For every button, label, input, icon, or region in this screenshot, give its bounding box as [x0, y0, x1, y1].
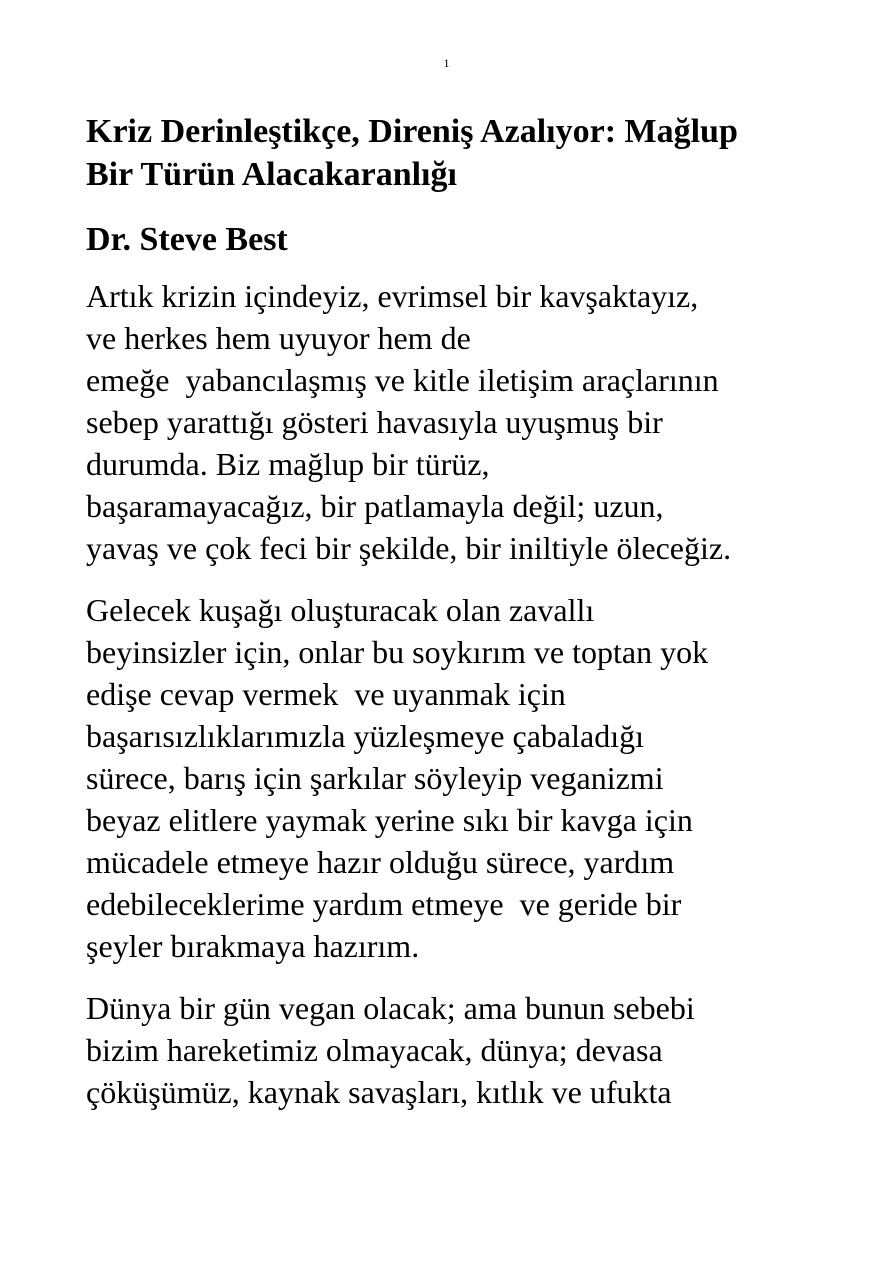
text-line: çöküşümüz, kaynak savaşları, kıtlık ve ufukta: [86, 1074, 672, 1110]
author-name: Dr. Steve Best: [86, 221, 288, 258]
text-line: mücadele etmeye hazır olduğu sürece, yardım: [86, 844, 675, 880]
text-line: beyaz elitlere yaymak yerine sıkı bir kavga için: [86, 802, 693, 838]
text-line: başarısızlıklarımızla yüzleşmeye çabaladığı: [86, 718, 644, 754]
text-line: şeyler bırakmaya hazırım.: [86, 928, 420, 964]
text-line: yavaş ve çok feci bir şekilde, bir iniltiyle öleceğiz.: [86, 530, 732, 566]
text-line: ve herkes hem uyuyor hem de: [86, 320, 471, 356]
text-line: durumda. Biz mağlup bir türüz,: [86, 446, 490, 482]
text-line: beyinsizler için, onlar bu soykırım ve toptan yok: [86, 634, 709, 670]
text-line: sürece, barış için şarkılar söyleyip veganizmi: [86, 760, 664, 796]
text-line: başaramayacağız, bir patlamayla değil; uzun,: [86, 488, 664, 524]
document-title: [86, 110, 826, 196]
paragraph-1: [86, 275, 846, 569]
title-line: Kriz Derinleştikçe, Direniş Azalıyor: Mağlup: [86, 113, 738, 150]
text-line: edişe cevap vermek ve uyanmak için: [86, 676, 566, 712]
text-line: sebep yarattığı gösteri havasıyla uyuşmuş bir: [86, 404, 663, 440]
text-line: bizim hareketimiz olmayacak, dünya; devasa: [86, 1032, 663, 1068]
text-line: Dünya bir gün vegan olacak; ama bunun sebebi: [86, 990, 695, 1026]
page-content: [86, 110, 846, 1113]
text-line: emeğe yabancılaşmış ve kitle iletişim araçlarının: [86, 362, 719, 398]
page-number: 1: [443, 56, 450, 70]
paragraph-3: [86, 987, 846, 1113]
paragraph-2: [86, 589, 846, 967]
text-line: Gelecek kuşağı oluşturacak olan zavallı: [86, 592, 595, 628]
text-line: edebileceklerime yardım etmeye ve geride bir: [86, 886, 682, 922]
title-line: Bir Türün Alacakaranlığı: [86, 156, 457, 193]
text-line: Artık krizin içindeyiz, evrimsel bir kavşaktayız,: [86, 278, 699, 314]
